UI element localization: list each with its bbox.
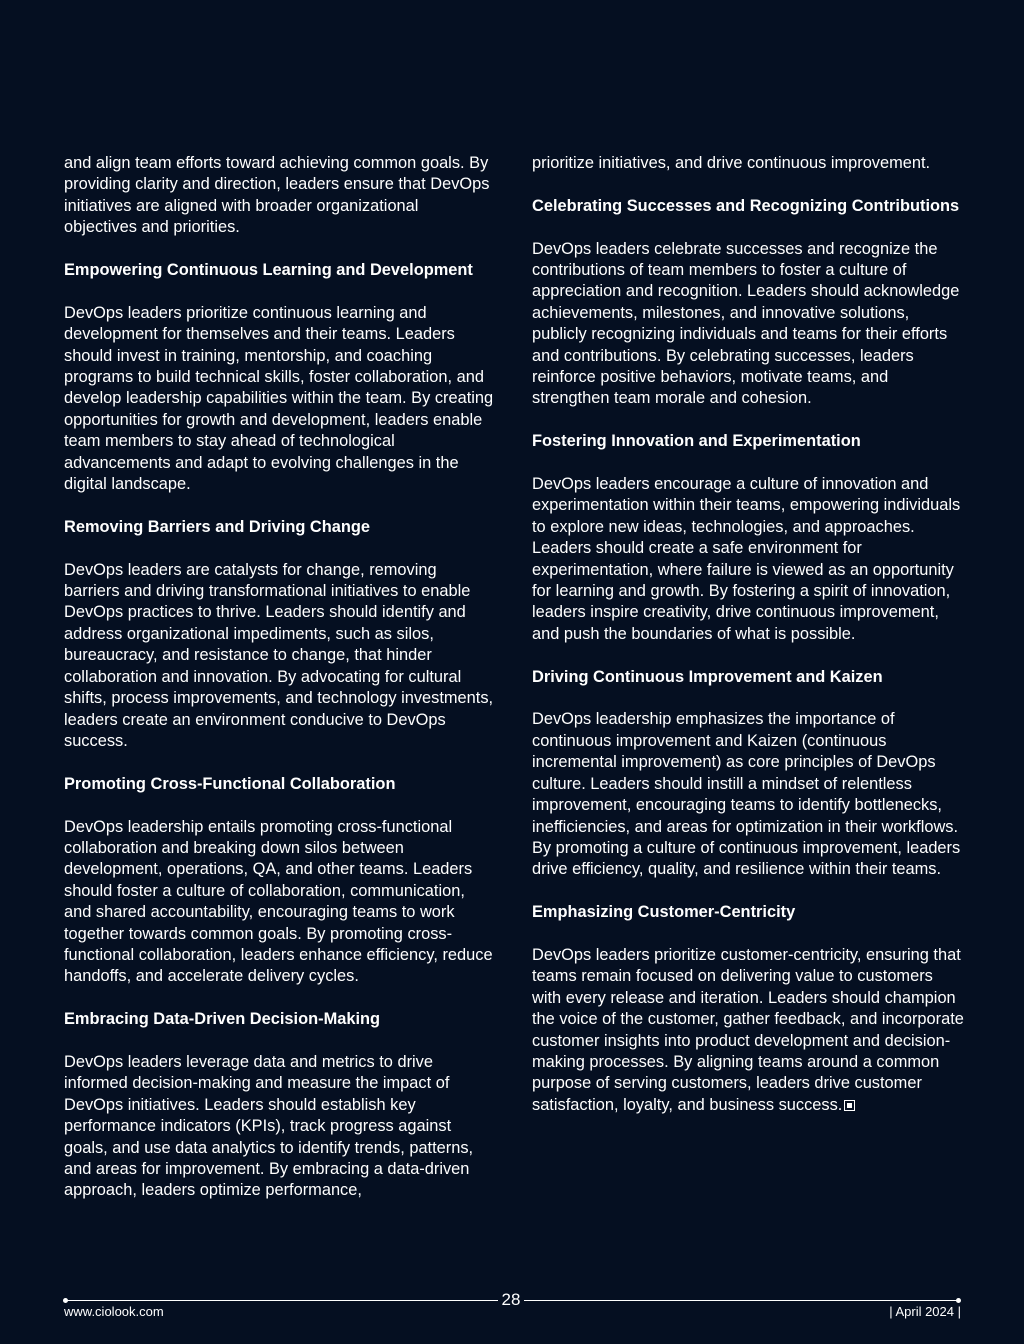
paragraph: DevOps leaders are catalysts for change, removing barriers and driving transformational initiatives to enable DevOps practices to thrive. Leaders should identify and address organizational impediments, such as silos, bureaucracy, and resistance to change, that hinder collaboration and innovation. By advocating for cultural shifts, process improvements, and technology investments, leaders create an environment conducive to DevOps success. [64, 560, 494, 750]
section-heading: Driving Continuous Improvement and Kaizen [532, 667, 883, 686]
paragraph: DevOps leaders celebrate successes and recognize the contributions of team members to foster a culture of appreciation and recognition. Leaders should acknowledge achievements, milestones, and innovative solutions, publicly recognizing individuals and teams for their efforts and contributions. By celebrating successes, leaders reinforce positive behaviors, motivate teams, and strengthen team morale and cohesion. [532, 239, 960, 408]
paragraph: DevOps leaders prioritize continuous learning and development for themselves and their teams. Leaders should invest in training, mentorship, and coaching programs to build technical skills, foster collaboration, and develop leadership capabilities within the team. By creating opportunities for growth and development, leaders enable team members to stay ahead of technological advancements and adapt to evolving challenges in the digital landscape. [64, 303, 494, 494]
footer-rule-left [64, 1300, 498, 1301]
page-number: 28 [501, 1290, 521, 1309]
article-columns [64, 153, 964, 1223]
final-paragraph [532, 945, 964, 1116]
section-heading: Celebrating Successes and Recognizing Contributions [532, 196, 960, 215]
section-heading: Emphasizing Customer-Centricity [532, 903, 796, 922]
section-heading: Fostering Innovation and Experimentation [532, 432, 861, 451]
footer-dot-left [63, 1298, 68, 1303]
paragraph: prioritize initiatives, and drive continuous improvement. [532, 154, 931, 172]
section-heading: Promoting Cross-Functional Collaboration [64, 774, 396, 793]
end-of-article-icon [844, 1100, 855, 1111]
footer-website: www.ciolook.com [64, 1304, 164, 1319]
footer-date: | April 2024 | [889, 1304, 961, 1319]
right-column [532, 153, 964, 1223]
section-heading: Embracing Data-Driven Decision-Making [64, 1010, 381, 1029]
footer-rule-right [524, 1300, 960, 1301]
section-heading: Removing Barriers and Driving Change [64, 517, 371, 536]
section-heading: Empowering Continuous Learning and Development [64, 261, 473, 280]
left-column [64, 153, 494, 1223]
paragraph: and align team efforts toward achieving common goals. By providing clarity and direction, leaders ensure that DevOps initiatives are aligned with broader organizational objectives and priorities. [64, 154, 490, 237]
paragraph: DevOps leadership entails promoting cross-functional collaboration and breaking down silos between development, operations, QA, and other teams. Leaders should foster a culture of collaboration, communication, and shared accountability, encouraging teams to work together towards common goals. By promoting cross-functional collaboration, leaders enhance efficiency, reduce handoffs, and accelerate delivery cycles. [64, 817, 493, 986]
footer-dot-right [956, 1298, 961, 1303]
paragraph: DevOps leaders encourage a culture of innovation and experimentation within their teams, empowering individuals to explore new ideas, technologies, and approaches. Leaders should create a safe environment for experimentation, where failure is viewed as an opportunity for learning and growth. By fostering a spirit of innovation, leaders inspire creativity, drive continuous improvement, and push the boundaries of what is possible. [532, 475, 961, 643]
paragraph-text: DevOps leaders prioritize customer-centricity, ensuring that teams remain focused on delivering value to customers with every release and iteration. Leaders should champion the voice of the customer, gather feedback, and incorporate customer insights into product development and decision-making processes. By aligning teams around a common purpose of serving customers, leaders drive customer satisfaction, loyalty, and business success. [532, 945, 964, 1114]
paragraph: DevOps leadership emphasizes the importance of continuous improvement and Kaizen (continuous incremental improvement) as core principles of DevOps culture. Leaders should instill a mindset of relentless improvement, encouraging teams to identify bottlenecks, inefficiencies, and areas for optimization in their workflows. By promoting a culture of continuous improvement, leaders drive efficiency, quality, and resilience within their teams. [532, 710, 961, 879]
paragraph: DevOps leaders leverage data and metrics to drive informed decision-making and measure the impact of DevOps initiatives. Leaders should establish key performance indicators (KPIs), track progress against goals, and use data analytics to identify trends, patterns, and areas for improvement. By embracing a data-driven approach, leaders optimize performance, [64, 1052, 474, 1200]
